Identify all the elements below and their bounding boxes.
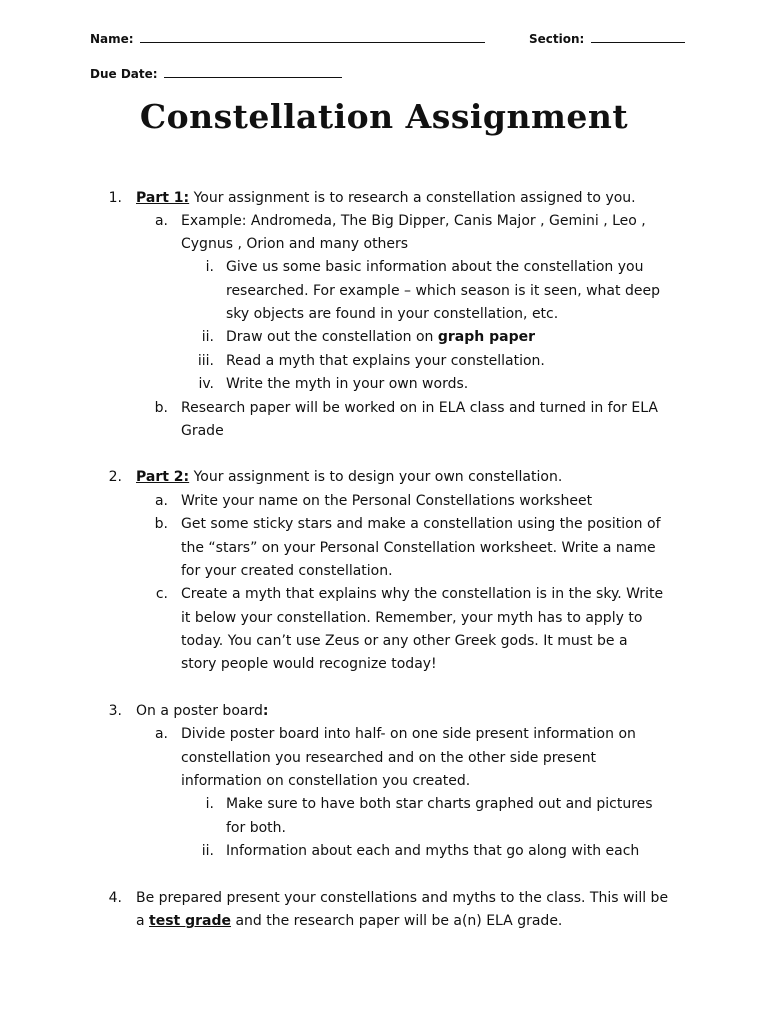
item-3a-marker: a. xyxy=(154,726,168,742)
item-2c-line-2: it below your constellation. Remember, your myth has to apply to xyxy=(181,610,643,626)
item-2c-line-3: today. You can’t use Zeus or any other Greek gods. It must be a xyxy=(181,633,628,649)
item-1a-line-2: Cygnus , Orion and many others xyxy=(181,236,409,252)
item-3a-line-1: Divide poster board into half- on one side present information on xyxy=(181,726,636,742)
item-2a-marker: a. xyxy=(154,493,168,509)
item-1aiv-line: Write the myth in your own words. xyxy=(226,376,469,392)
item-2-marker: 2. xyxy=(108,469,122,485)
graph-paper-emphasis: graph paper xyxy=(437,329,535,345)
item-3-marker: 3. xyxy=(108,703,122,719)
item-4-text-b: and the research paper will be a(n) ELA grade. xyxy=(231,913,563,929)
item-1-text: Your assignment is to research a constellation assigned to you. xyxy=(189,190,636,206)
item-3aii-marker: ii. xyxy=(201,843,214,859)
item-1-line xyxy=(136,189,636,207)
section-blank-line xyxy=(591,30,685,43)
item-4-text-a: a xyxy=(136,913,150,929)
item-4-line-1: Be prepared present your constellations and myths to the class. This will be xyxy=(136,890,669,906)
item-1a-line-1: Example: Andromeda, The Big Dipper, Canis Major , Gemini , Leo , xyxy=(181,213,646,229)
item-4-marker: 4. xyxy=(108,890,122,906)
item-2b-marker: b. xyxy=(154,516,168,532)
due-date-blank-line xyxy=(164,65,342,78)
item-3-text: On a poster board xyxy=(136,703,263,719)
due-date-label: Due Date: xyxy=(90,67,158,81)
item-2-text: Your assignment is to design your own constellation. xyxy=(189,469,563,485)
item-2b-line-2: the “stars” on your Personal Constellation worksheet. Write a name xyxy=(181,540,656,556)
item-3ai-marker: i. xyxy=(205,796,214,812)
item-3-colon: : xyxy=(262,703,269,719)
item-3aii-line: Information about each and myths that go along with each xyxy=(226,843,640,859)
item-3ai-line-2: for both. xyxy=(226,820,286,836)
item-2b-line-3: for your created constellation. xyxy=(181,563,393,579)
page-title: Constellation Assignment xyxy=(139,97,629,136)
part-2-heading: Part 2: xyxy=(136,469,190,485)
item-3ai-line-1: Make sure to have both star charts graphed out and pictures xyxy=(226,796,653,812)
item-1aiii-marker: iii. xyxy=(197,353,214,369)
item-2-line xyxy=(136,468,562,486)
section-field xyxy=(529,30,685,46)
item-2c-marker: c. xyxy=(155,586,168,602)
item-1aii-line xyxy=(226,328,535,346)
item-1aii-marker: ii. xyxy=(201,329,214,345)
item-3a-line-3: information on constellation you created. xyxy=(181,773,471,789)
item-1ai-line-2: researched. For example – which season is it seen, what deep xyxy=(226,283,660,299)
item-1ai-line-1: Give us some basic information about the constellation you xyxy=(226,259,644,275)
section-label: Section: xyxy=(529,32,585,46)
item-1ai-line-3: sky objects are found in your constellation, etc. xyxy=(226,306,559,322)
item-1aiv-marker: iv. xyxy=(198,376,214,392)
item-2c-line-4: story people would recognize today! xyxy=(181,656,437,672)
item-2b-line-1: Get some sticky stars and make a constellation using the position of xyxy=(181,516,661,532)
item-1b-line-1: Research paper will be worked on in ELA class and turned in for ELA xyxy=(181,400,658,416)
item-1aii-text: Draw out the constellation on xyxy=(226,329,438,345)
part-1-heading: Part 1: xyxy=(136,190,190,206)
test-grade-emphasis: test grade xyxy=(149,913,232,929)
name-field xyxy=(90,30,485,46)
item-1b-marker: b. xyxy=(154,400,168,416)
item-1ai-marker: i. xyxy=(205,259,214,275)
item-3a-line-2: constellation you researched and on the other side present xyxy=(181,750,597,766)
item-2c-line-1: Create a myth that explains why the constellation is in the sky. Write xyxy=(181,586,664,602)
item-1a-marker: a. xyxy=(154,213,168,229)
item-1-marker: 1. xyxy=(108,190,122,206)
item-1b-line-2: Grade xyxy=(181,423,224,439)
item-3-line xyxy=(136,702,268,720)
item-1aiii-line: Read a myth that explains your constellation. xyxy=(226,353,545,369)
name-blank-line xyxy=(140,30,485,43)
item-2a-line: Write your name on the Personal Constellations worksheet xyxy=(181,493,593,509)
name-label: Name: xyxy=(90,32,134,46)
due-date-field xyxy=(90,65,342,81)
item-4-line-2 xyxy=(136,912,562,930)
